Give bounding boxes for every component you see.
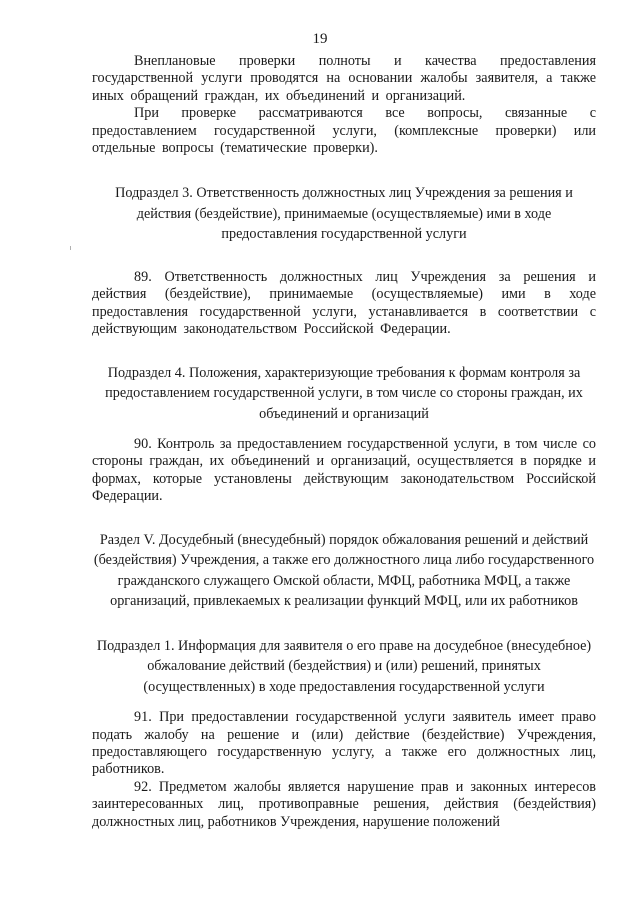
paragraph-92: 92. Предметом жалобы является нарушение прав и законных интересов заинтересованных лиц, противоправные решения, действия (бездействия) должностных лиц, работников Учреждения, нарушение положений <box>92 778 596 830</box>
scan-margin-mark <box>70 246 71 250</box>
paragraph-unscheduled-inspections: Внеплановые проверки полноты и качества предоставления государственной услуги проводятся на основании жалобы заявителя, а также иных обращений граждан, их объединений и организаций. <box>92 53 596 104</box>
page-number: 19 <box>312 31 328 47</box>
heading-subsection-1: Подраздел 1. Информация для заявителя о его праве на досудебное (внесудебное) обжалование действий (бездействия) и (или) решений, принятых (осуществленных) в ходе предоставления государственной услуги <box>96 637 592 695</box>
paragraph-89: 89. Ответственность должностных лиц Учреждения за решения и действия (бездействие), принимаемые (осуществляемые) ими в ходе предоставления государственной услуги, устанавливается в соответствии с действующим законодательством Российской Федерации. <box>92 268 596 338</box>
paragraph-91: 91. При предоставлении государственной услуги заявитель имеет право подать жалобу на решение и (или) действие (бездействие) Учреждения, предоставляющего государственную услугу, а также его должностных лиц, работников. <box>92 709 596 778</box>
document-body <box>92 53 596 831</box>
heading-section-5: Раздел V. Досудебный (внесудебный) порядок обжалования решений и действий (бездействия) Учреждения, а также его должностного лица либо государственного гражданского служащего Омской области, МФЦ, работника МФЦ, а также организаций, привлекаемых к реализации функций МФЦ, или их работников <box>93 531 595 610</box>
heading-subsection-3: Подраздел 3. Ответственность должностных лиц Учреждения за решения и действия (бездействие), принимаемые (осуществляемые) ими в ходе предоставления государственной услуги <box>115 185 573 243</box>
paragraph-inspection-scope: При проверке рассматриваются все вопросы, связанные с предоставлением государственной услуги, (комплексные проверки) или отдельные вопросы (тематические проверки). <box>92 105 596 157</box>
heading-subsection-4: Подраздел 4. Положения, характеризующие требования к формам контроля за предоставлением государственной услуги, в том числе со стороны граждан, их объединений и организаций <box>105 364 583 422</box>
paragraph-90: 90. Контроль за предоставлением государственной услуги, в том числе со стороны граждан, их объединений и организаций, осуществляется в порядке и формах, которые установлены действующим законодательством Российской Федерации. <box>92 436 596 505</box>
